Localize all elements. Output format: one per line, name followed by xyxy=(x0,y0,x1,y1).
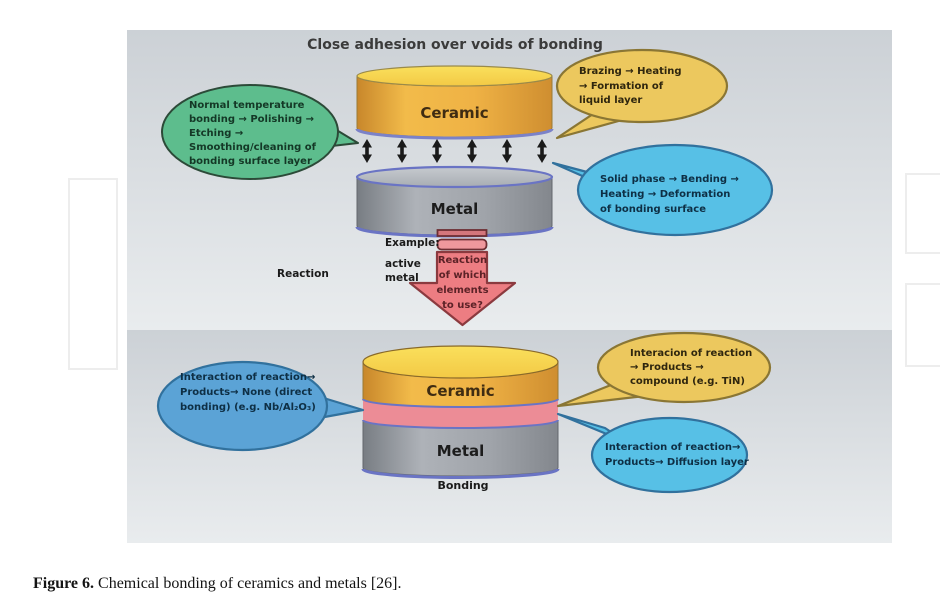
example-line: Example: xyxy=(385,237,440,249)
diffusion-bubble-line: Products→ Diffusion layer xyxy=(605,457,749,468)
metal-cylinder xyxy=(357,167,552,236)
brazing-bubble-line: liquid layer xyxy=(579,95,643,106)
ceramic-label: Ceramic xyxy=(420,104,489,122)
bonded-cylinder-top-face xyxy=(363,346,558,378)
figure-caption-text: Chemical bonding of ceramics and metals [26]. xyxy=(94,575,402,592)
bonded-ceramic-label: Ceramic xyxy=(426,382,495,400)
solid-phase-bubble-line: Solid phase → Bending → xyxy=(600,174,739,185)
reaction-arrow-line: Reaction xyxy=(437,255,488,266)
reaction-arrow-line: of which xyxy=(438,270,487,281)
bonded-metal-label: Metal xyxy=(436,442,485,460)
green-bubble-line: Smoothing/cleaning of xyxy=(189,142,317,153)
green-bubble-line: Normal temperature xyxy=(189,100,305,111)
green-bubble-line: bonding surface layer xyxy=(189,156,312,167)
chemical-bonding-diagram xyxy=(127,30,892,543)
reaction-label: Reaction xyxy=(277,268,329,280)
metal-cylinder-top-face xyxy=(357,167,552,187)
green-bubble-line: bonding → Polishing → xyxy=(189,114,315,125)
active-metal-foil-bar xyxy=(438,230,487,236)
bonded-cylinder xyxy=(363,346,558,492)
figure-caption xyxy=(33,575,913,593)
solid-phase-bubble-line: of bonding surface xyxy=(600,204,707,215)
ceramic-cylinder-top-face xyxy=(357,66,552,86)
reaction-arrow-line: to use? xyxy=(442,300,483,311)
margin-decoration-left xyxy=(68,178,118,370)
direct-bonding-bubble-line: Interaction of reaction→ xyxy=(180,372,316,383)
direct-bonding-bubble-line: bonding) (e.g. Nb/Al₂O₃) xyxy=(180,402,316,413)
reaction-arrow-line: elements xyxy=(436,285,489,296)
margin-decoration-right-top xyxy=(905,173,940,254)
example-line: active xyxy=(385,258,421,270)
margin-decoration-right-bottom xyxy=(905,283,940,367)
direct-bonding-bubble-line: Products→ None (direct xyxy=(180,387,313,398)
bonding-label: Bonding xyxy=(437,479,489,492)
example-line: metal xyxy=(385,272,419,284)
compound-bubble-line: Interacion of reaction xyxy=(630,348,753,359)
active-metal-foil-bar xyxy=(438,240,487,250)
diagram-title: Close adhesion over voids of bonding xyxy=(307,37,603,53)
solid-phase-bubble-line: Heating → Deformation xyxy=(600,189,731,200)
diffusion-bubble-body xyxy=(592,418,747,492)
metal-label: Metal xyxy=(430,200,479,218)
compound-bubble-line: compound (e.g. TiN) xyxy=(630,376,745,387)
green-bubble-line: Etching → xyxy=(189,128,244,139)
diffusion-bubble-line: Interaction of reaction→ xyxy=(605,442,741,453)
figure-caption-label: Figure 6. xyxy=(33,575,95,592)
brazing-bubble-line: Brazing → Heating xyxy=(579,66,682,77)
brazing-bubble-line: → Formation of xyxy=(579,81,664,92)
ceramic-cylinder xyxy=(357,66,552,138)
compound-bubble-line: → Products → xyxy=(630,362,704,373)
